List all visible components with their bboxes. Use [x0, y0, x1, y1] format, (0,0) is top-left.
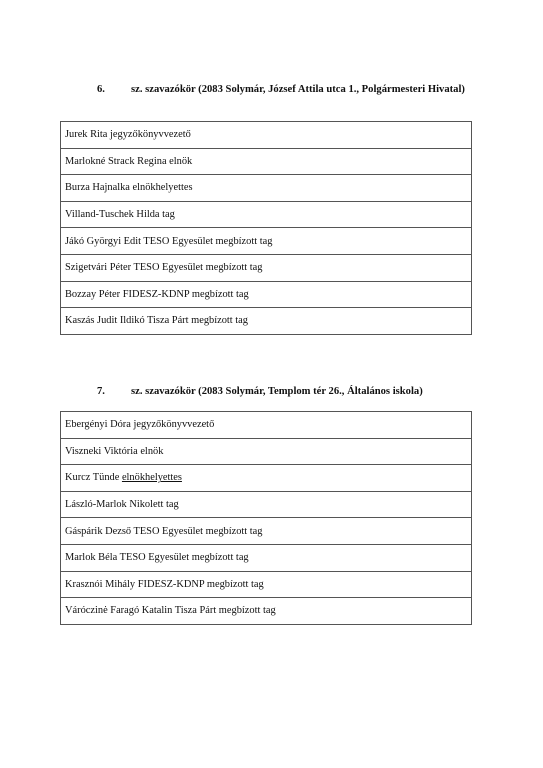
member-entry: Ebergényi Dóra jegyzőkönyvvezető — [65, 419, 215, 431]
table-row — [60, 545, 472, 572]
table-row — [60, 492, 472, 519]
table-row — [60, 308, 472, 335]
member-entry: Viszneki Viktória elnök — [65, 445, 164, 457]
section-7-number: 7. — [97, 386, 105, 397]
member-entry: Kurcz Tünde — [65, 472, 122, 484]
member-entry: Krasznói Mihály FIDESZ-KDNP megbízott tag — [65, 578, 264, 590]
member-entry: Gáspárik Dezső TESO Egyesület megbízott tag — [65, 525, 263, 537]
table-row — [60, 228, 472, 255]
table-row — [60, 175, 472, 202]
section-6-member-table — [60, 121, 472, 335]
member-entry: Burza Hajnalka elnökhelyettes — [65, 182, 193, 194]
member-entry: Szigetvári Péter TESO Egyesület megbízott tag — [65, 262, 263, 274]
member-entry: Váróczinė Faragó Katalin Tisza Párt megbízott tag — [65, 605, 276, 617]
section-7-title: sz. szavazókör (2083 Solymár, Templom tér 26., Általános iskola) — [131, 386, 423, 397]
table-row — [60, 572, 472, 599]
table-row — [60, 518, 472, 545]
member-entry: Bozzay Péter FIDESZ-KDNP megbízott tag — [65, 288, 249, 300]
section-6-number: 6. — [97, 84, 105, 95]
table-row — [60, 149, 472, 176]
table-row — [60, 255, 472, 282]
table-row — [60, 598, 472, 625]
member-entry: Marlok Béla TESO Egyesület megbízott tag — [65, 552, 249, 564]
section-7-member-table — [60, 411, 472, 625]
member-entry: Villand-Tuschek Hilda tag — [65, 209, 175, 221]
section-6-title: sz. szavazókör (2083 Solymár, József Attila utca 1., Polgármesteri Hivatal) — [131, 84, 465, 95]
table-row — [60, 202, 472, 229]
member-role-underlined: elnökhelyettes — [121, 472, 182, 484]
member-entry: Jákó Györgyi Edit TESO Egyesület megbízott tag — [65, 235, 273, 247]
table-row — [60, 122, 472, 149]
table-row — [60, 439, 472, 466]
table-row — [60, 282, 472, 309]
table-row — [60, 465, 472, 492]
member-entry: Kaszás Judit Ildikó Tisza Párt megbízott tag — [65, 315, 248, 327]
table-row — [60, 412, 472, 439]
member-entry: Jurek Rita jegyzőkönyvvezető — [65, 129, 191, 141]
member-entry: Marlokné Strack Regina elnök — [65, 155, 193, 167]
member-entry: László-Marlok Nikolett tag — [65, 499, 179, 511]
